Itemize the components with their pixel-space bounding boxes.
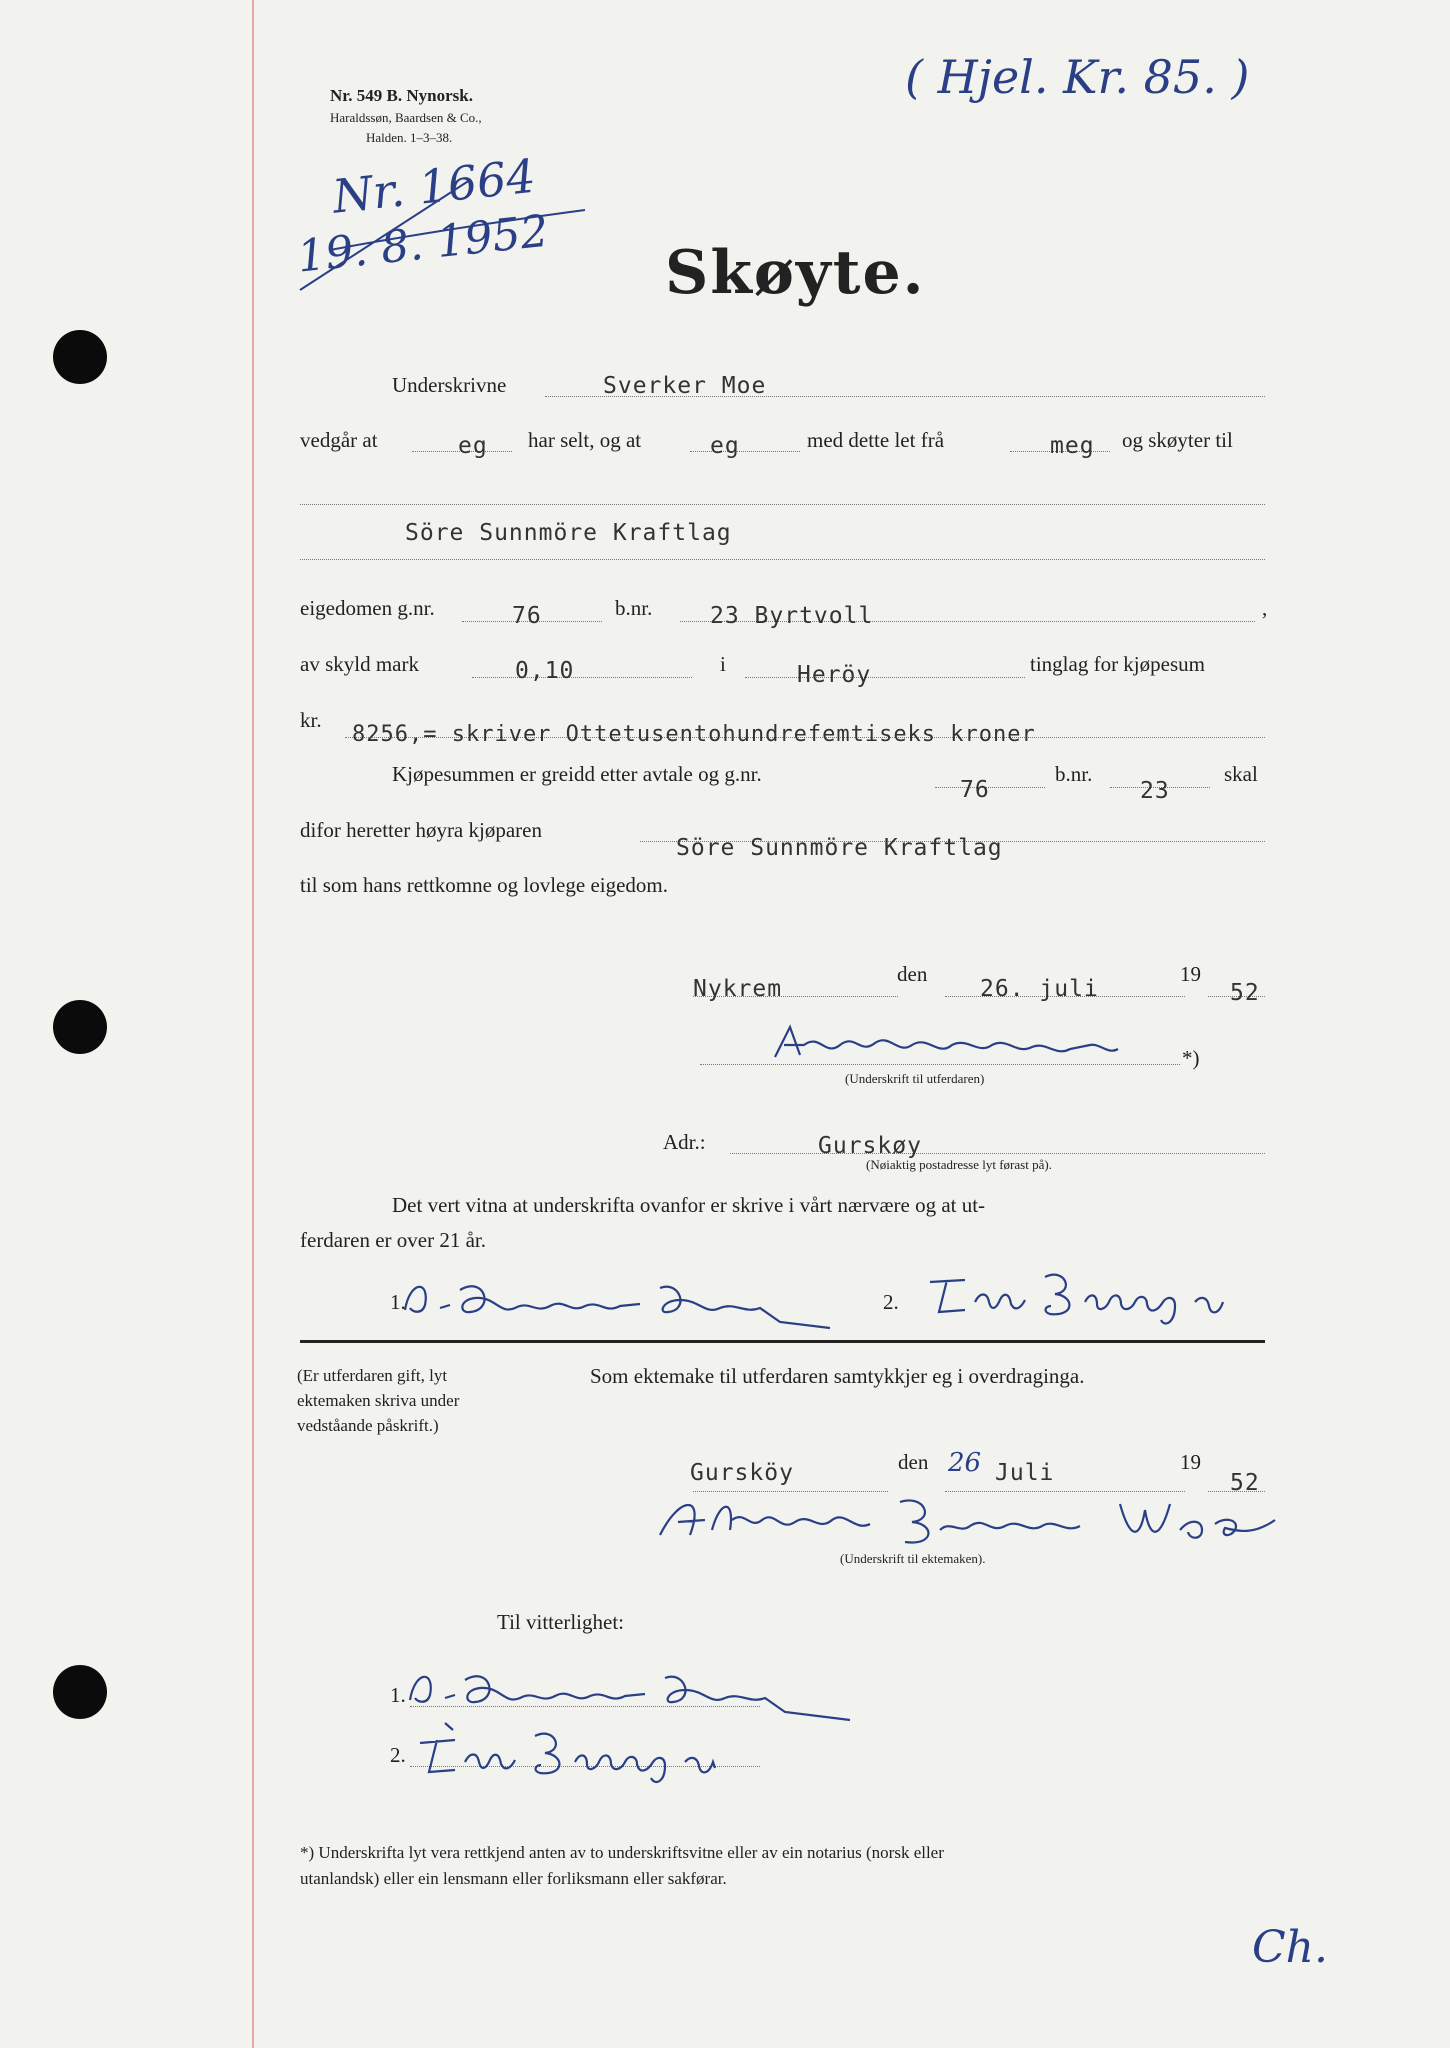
adr-note: (Nøiaktig postadresse lyt førast på).	[866, 1157, 1052, 1172]
witness1-number: 1.	[390, 1290, 406, 1314]
underskrift-ektemaken-label: (Underskrift til ektemaken).	[840, 1551, 986, 1566]
skyld-value: 0,10	[515, 658, 575, 684]
ektemake-text: Som ektemake til utferdaren samtykkjer eg i overdraginga.	[590, 1364, 1085, 1388]
vitna-text-line2: ferdaren er over 21 år.	[300, 1228, 486, 1252]
den2-label: den	[898, 1450, 929, 1474]
underskrivne-label: Underskrivne	[392, 373, 507, 397]
tinglag-label: tinglag for kjøpesum	[1030, 652, 1205, 676]
gift-note-line2: ektemaken skriva under	[297, 1391, 460, 1410]
handwritten-initials: Ch.	[1252, 1922, 1328, 1973]
seller-signature	[770, 1015, 1150, 1075]
form-number: Nr. 549 B. Nynorsk.	[330, 86, 473, 105]
gift-note-line3: vedståande påskrift.)	[297, 1416, 439, 1435]
og-skoyter-text: og skøyter til	[1122, 428, 1233, 452]
sign-date: 26. juli	[980, 976, 1099, 1002]
handwritten-underline-strokes	[290, 140, 590, 300]
kr-label: kr.	[300, 708, 322, 732]
med-dette-text: med dette let frå	[807, 428, 945, 452]
adr-label: Adr.:	[663, 1130, 706, 1154]
spouse-sign-day: 26	[948, 1448, 982, 1478]
den-label: den	[897, 962, 928, 986]
footnote-line1: *) Underskrifta lyt vera rettkjend anten av to underskriftsvitne eller av ein notarius (norsk eller	[300, 1843, 944, 1862]
difor-label: difor heretter høyra kjøparen	[300, 818, 542, 842]
amount-value: 8256,= skriver Ottetusentohundrefemtiseks kroner	[352, 722, 1036, 747]
bnr2-value: 23	[1140, 778, 1170, 804]
skyld-label: av skyld mark	[300, 652, 419, 676]
gnr2-value: 76	[960, 777, 990, 803]
vedgar-label: vedgår at	[300, 428, 378, 452]
attest1-number: 1.	[390, 1683, 406, 1707]
eg-value-1: eg	[458, 433, 488, 459]
attest2-number: 2.	[390, 1743, 406, 1767]
spouse-sign-month: Juli	[995, 1460, 1055, 1486]
eg-value-2: eg	[710, 433, 740, 459]
year-suffix: 52	[1230, 980, 1260, 1006]
year-prefix: 19	[1180, 962, 1201, 986]
bnr-label: b.nr.	[615, 596, 653, 620]
skal-text: skal	[1224, 762, 1258, 786]
handwritten-date: 19. 8. 1952	[295, 205, 551, 283]
sign-place: Nykrem	[693, 976, 783, 1002]
til-som-text: til som hans rettkomne og lovlege eigedom.	[300, 873, 669, 897]
har-selt-text: har selt, og at	[528, 428, 642, 452]
gift-note-line1: (Er utferdaren gift, lyt	[297, 1366, 448, 1385]
gnr-value: 76	[512, 603, 542, 629]
signature-footnote-marker: *)	[1182, 1046, 1200, 1070]
underskrift-utferdaren-label: (Underskrift til utferdaren)	[845, 1071, 985, 1086]
meg-value: meg	[1050, 433, 1095, 459]
attest2-signature	[415, 1718, 775, 1788]
punch-hole	[53, 330, 107, 384]
handwritten-number: Nr. 1664	[330, 148, 539, 224]
handwritten-reference: ( Hjel. Kr. 85. )	[905, 50, 1250, 104]
punch-hole	[53, 1665, 107, 1719]
seller-name: Sverker Moe	[603, 373, 767, 399]
witness1-signature	[400, 1270, 840, 1340]
place-value: Heröy	[797, 662, 872, 688]
punch-hole	[53, 1000, 107, 1054]
til-vitterlighet-heading: Til vitterlighet:	[497, 1610, 624, 1634]
comma: ,	[1262, 596, 1268, 620]
bnr2-label: b.nr.	[1055, 762, 1093, 786]
buyer-name: Söre Sunnmöre Kraftlag	[405, 520, 732, 546]
adr-value: Gurskøy	[818, 1133, 922, 1159]
year2-suffix: 52	[1230, 1470, 1260, 1496]
section-divider	[300, 1340, 1265, 1343]
vitna-text-line1: Det vert vitna at underskrifta ovanfor er skrive i vårt nærvære og at ut-	[392, 1193, 986, 1217]
document-title: Skøyte.	[665, 238, 926, 308]
bnr-value: 23 Byrtvoll	[710, 603, 874, 629]
footnote-line2: utanlandsk) eller ein lensmann eller forliksmann eller sakførar.	[300, 1869, 727, 1888]
eigedomen-label: eigedomen g.nr.	[300, 596, 435, 620]
witness2-number: 2.	[883, 1290, 899, 1314]
year2-prefix: 19	[1180, 1450, 1201, 1474]
spouse-sign-place: Gursköy	[690, 1460, 794, 1486]
printer-name: Haraldssøn, Baardsen & Co.,	[330, 110, 482, 125]
printer-place-date: Halden. 1–3–38.	[366, 130, 453, 145]
spouse-signature	[650, 1490, 1280, 1550]
red-margin-line	[252, 0, 254, 2048]
i-label: i	[720, 652, 726, 676]
kjopesummen-label: Kjøpesummen er greidd etter avtale og g.nr.	[392, 762, 762, 786]
witness2-signature	[925, 1262, 1245, 1332]
buyer2-name: Söre Sunnmöre Kraftlag	[676, 835, 1003, 861]
